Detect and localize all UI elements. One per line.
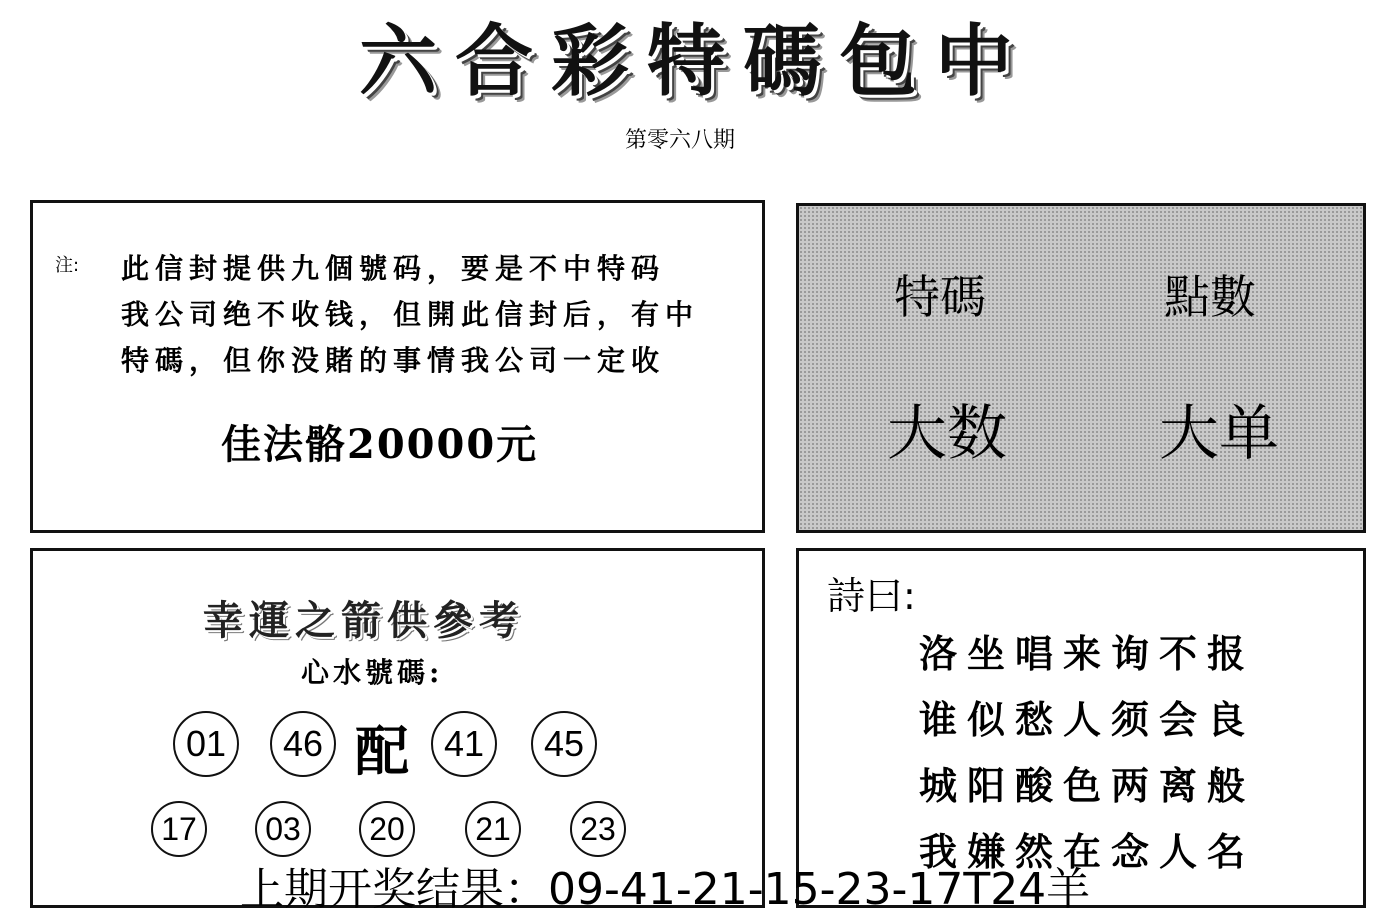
lucky-subtitle: 心水號碼: bbox=[301, 656, 444, 689]
notice-line-3: 特碼，但你没賭的事情我公司一定收 bbox=[121, 344, 666, 377]
notice-line-1: 此信封提供九個號码，要是不中特码 bbox=[121, 252, 666, 285]
points-value: 大单 bbox=[1159, 399, 1279, 469]
poem-heading: 詩曰: bbox=[827, 574, 916, 618]
number-ball: 21 bbox=[465, 801, 521, 857]
number-ball: 41 bbox=[431, 711, 497, 777]
number-ball: 23 bbox=[570, 801, 626, 857]
number-ball: 46 bbox=[270, 711, 336, 777]
penalty-amount: 佳法骼20000元 bbox=[221, 421, 539, 468]
number-ball: 03 bbox=[255, 801, 311, 857]
lucky-title: 幸運之箭供參考 bbox=[203, 597, 525, 644]
issue-number: 第零六八期 bbox=[624, 128, 735, 153]
page-title: 六合彩特碼包中 bbox=[358, 16, 1031, 107]
special-code-value: 大数 bbox=[887, 399, 1007, 469]
number-ball: 17 bbox=[151, 801, 207, 857]
poem-line-2: 谁似愁人须会良 bbox=[919, 697, 1256, 742]
notice-box bbox=[30, 200, 765, 533]
points-header: 點數 bbox=[1164, 270, 1256, 324]
special-code-header: 特碼 bbox=[894, 270, 986, 324]
special-code-box bbox=[796, 203, 1366, 533]
poem-line-4: 我嫌然在念人名 bbox=[919, 829, 1256, 874]
poem-box bbox=[796, 548, 1366, 908]
poem-line-1: 洛坐唱来询不报 bbox=[919, 631, 1256, 676]
lucky-numbers-box bbox=[30, 548, 765, 908]
pair-character: 配 bbox=[355, 719, 409, 783]
poem-line-3: 城阳酸色两离般 bbox=[919, 763, 1256, 808]
number-ball: 45 bbox=[531, 711, 597, 777]
notice-line-2: 我公司绝不收钱，但開此信封后，有中 bbox=[121, 298, 700, 331]
number-ball: 01 bbox=[173, 711, 239, 777]
last-draw-result: 上期开奖结果：09-41-21-15-23-17T24羊 bbox=[240, 864, 1091, 915]
number-ball: 20 bbox=[359, 801, 415, 857]
note-label: 注: bbox=[55, 255, 80, 276]
